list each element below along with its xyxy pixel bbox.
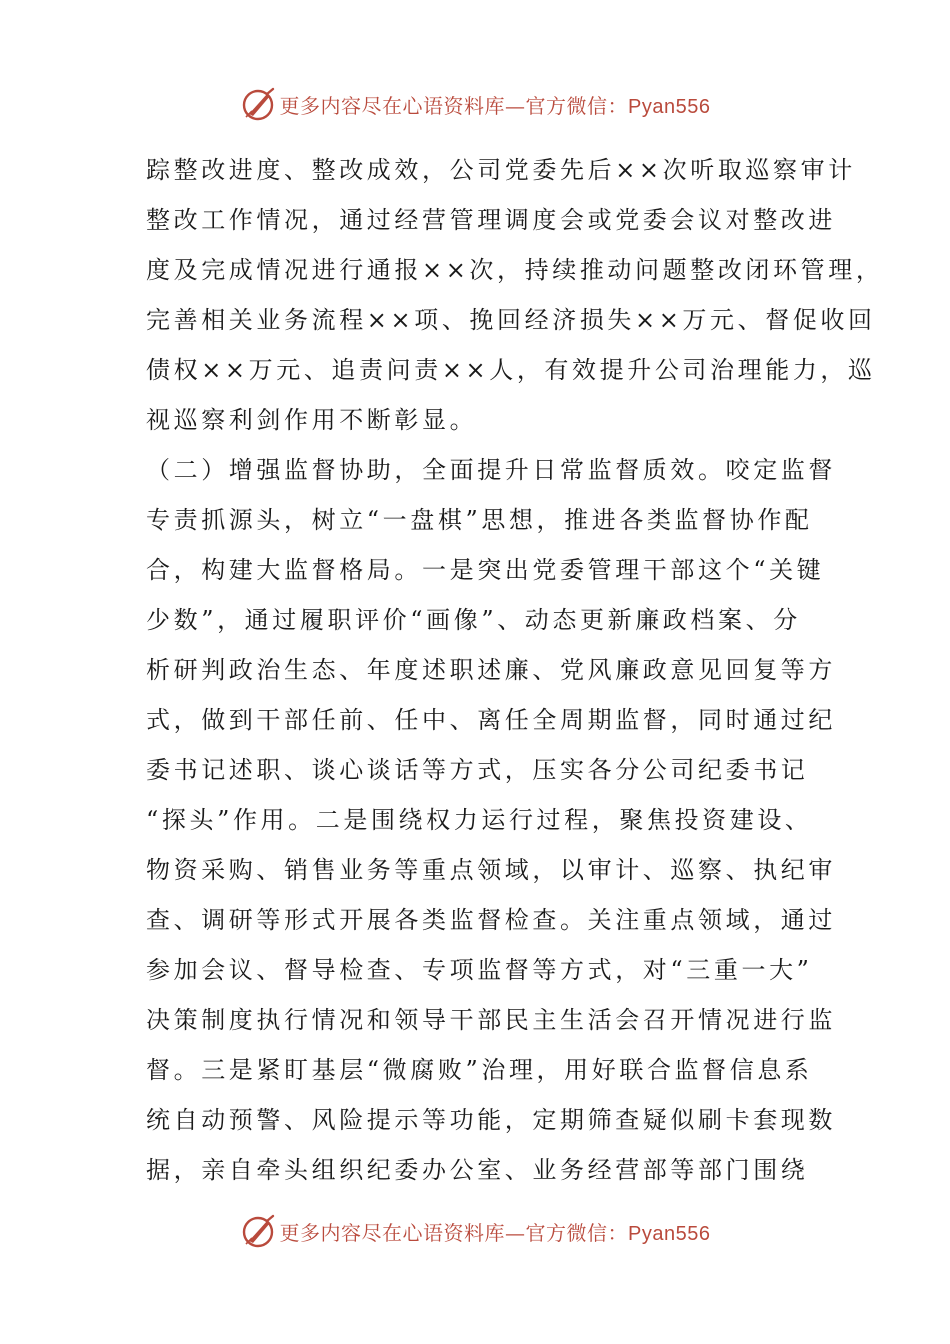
quill-logo-icon bbox=[240, 1213, 276, 1249]
text-line: 整改工作情况，通过经营管理调度会或党委会议对整改进 bbox=[146, 206, 836, 234]
header-brand-text: 更多内容尽在心语资料库—官方微信： bbox=[279, 93, 629, 118]
text-line: 合，构建大监督格局。一是突出党委管理干部这个“关键 bbox=[146, 556, 825, 584]
text-line: 踪整改进度、整改成效，公司党委先后××次听取巡察审计 bbox=[146, 156, 856, 184]
text-line: 度及完成情况进行通报××次，持续推动问题整改闭环管理， bbox=[146, 256, 884, 284]
header-watermark bbox=[0, 84, 950, 124]
header-brand-id: Pyan556 bbox=[628, 95, 711, 118]
quill-logo-icon bbox=[240, 86, 276, 122]
text-line: “探头”作用。二是围绕权力运行过程，聚焦投资建设、 bbox=[146, 806, 813, 834]
text-line: 查、调研等形式开展各类监督检查。关注重点领域，通过 bbox=[146, 906, 836, 934]
text-line: 统自动预警、风险提示等功能，定期筛查疑似刷卡套现数 bbox=[146, 1106, 836, 1134]
text-line: 完善相关业务流程××项、挽回经济损失××万元、督促收回 bbox=[146, 306, 876, 334]
section-heading-line: （二）增强监督协助，全面提升日常监督质效。咬定监督 bbox=[146, 456, 836, 484]
text-line: 式，做到干部任前、任中、离任全周期监督，同时通过纪 bbox=[146, 706, 836, 734]
text-line: 视巡察利剑作用不断彰显。 bbox=[146, 406, 478, 434]
text-line: 析研判政治生态、年度述职述廉、党风廉政意见回复等方 bbox=[146, 656, 836, 684]
text-line: 债权××万元、追责问责××人，有效提升公司治理能力，巡 bbox=[146, 356, 876, 384]
text-line: 专责抓源头，树立“一盘棋”思想，推进各类监督协作配 bbox=[146, 506, 813, 534]
text-line: 委书记述职、谈心谈话等方式，压实各分公司纪委书记 bbox=[146, 756, 809, 784]
footer-brand-text: 更多内容尽在心语资料库—官方微信： bbox=[279, 1220, 629, 1245]
document-body bbox=[146, 145, 884, 1195]
text-line: 参加会议、督导检查、专项监督等方式，对“三重一大” bbox=[146, 956, 813, 984]
text-line: 物资采购、销售业务等重点领域，以审计、巡察、执纪审 bbox=[146, 856, 836, 884]
text-line: 决策制度执行情况和领导干部民主生活会召开情况进行监 bbox=[146, 1006, 836, 1034]
text-line: 督。三是紧盯基层“微腐败”治理，用好联合监督信息系 bbox=[146, 1056, 813, 1084]
text-line: 据，亲自牵头组织纪委办公室、业务经营部等部门围绕 bbox=[146, 1156, 809, 1184]
text-line: 少数”，通过履职评价“画像”、动态更新廉政档案、分 bbox=[146, 606, 801, 634]
footer-watermark bbox=[0, 1211, 950, 1251]
footer-brand-id: Pyan556 bbox=[628, 1222, 711, 1245]
